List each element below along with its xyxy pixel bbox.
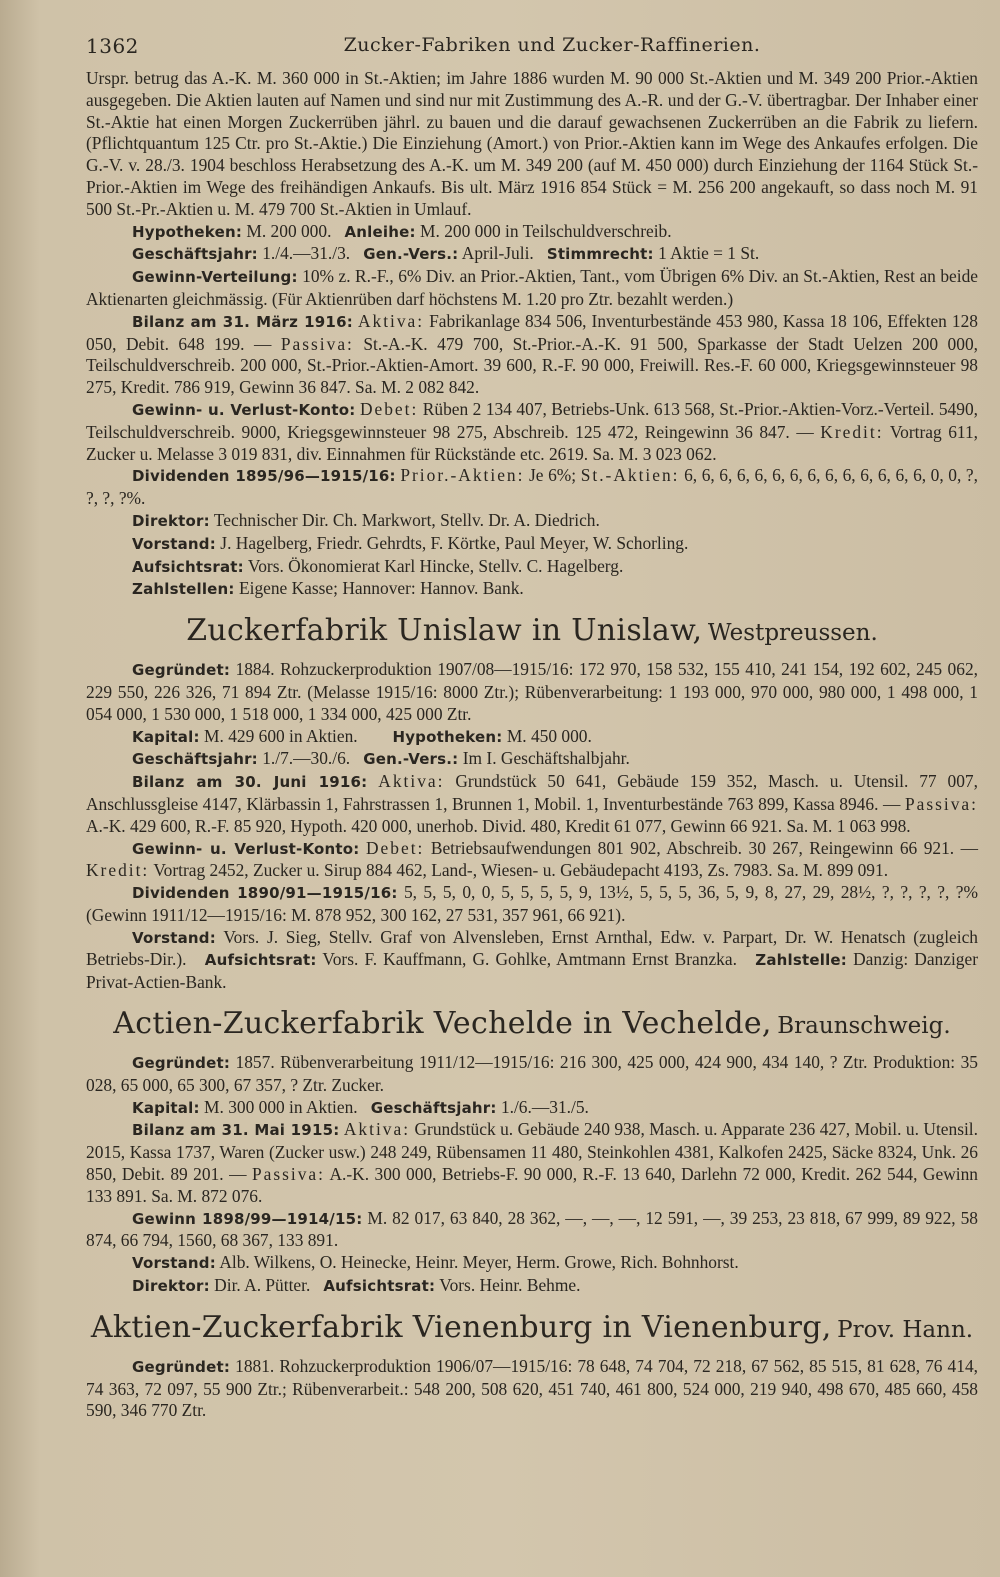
intro-gewinn-verteilung: Gewinn-Verteilung: 10% z. R.-F., 6% Div. an Prior.-Aktien, Tant., vom Übrigen 6% Div. an St.-Aktien, Rest an beide Aktienarten gleichmässig. (Für Aktienrüben darf höchstens M. 1.20 pro Ztr. bezahlt werden.)	[86, 266, 978, 309]
unislaw-vorstand: Vorstand: Vors. J. Sieg, Stellv. Graf von Alvensleben, Ernst Arnthal, Edw. v. Parpart, Dr. W. Henatsch (zugleich Betriebs-Dir.). Aufsichtsrat: Vors. F. Kauffmann, G. Gohlke, Amtmann Ernst Branzka. Zahlstelle: Danzig: Danziger Privat-Actien-Bank.	[86, 926, 978, 993]
label: Hypotheken:	[132, 222, 243, 241]
intro-gewinn-verlust: Gewinn- u. Verlust-Konto: Debet: Rüben 2 134 407, Betriebs-Unk. 613 568, St.-Prior.-Aktien-Vorz.-Verteil. 5490, Teilschuldverschreib. 9000, Kriegsgewinnsteuer 98 275, Abschreib. 125 472, Reingewinn 36 847. — Kredit: Vortrag 611, Zucker u. Melasse 3 019 831, div. Einnahmen für Rückstände etc. 2619. Sa. M. 3 023 062.	[86, 398, 978, 464]
intro-dividenden: Dividenden 1895/96—1915/16: Prior.-Aktien: Je 6%; St.-Aktien: 6, 6, 6, 6, 6, 6, 6, 6, 6, 6, 6, 6, 6, 6, 0, 0, ?, ?, ?, ?%.	[86, 465, 978, 509]
unislaw-bilanz: Bilanz am 30. Juni 1916: Aktiva: Grundstück 50 641, Gebäude 159 352, Masch. u. Utensil. 77 007, Anschlussgleise 4147, Klärbassin 1, Fahrstrassen 1, Brunnen 1, Mobil. 1, Inventurbestände 763 899, Kassa 8946. — Passiva: A.-K. 429 600, R.-F. 85 920, Hypoth. 420 000, unerhob. Divid. 480, Kredit 61 077, Gewinn 66 921. Sa. M. 1 063 998.	[86, 771, 978, 836]
entry-title-vechelde: Actien-Zuckerfabrik Vechelde in Vechelde, Braunschweig.	[113, 1006, 951, 1042]
vechelde-vorstand: Vorstand: Alb. Wilkens, O. Heinecke, Heinr. Meyer, Herm. Growe, Rich. Bohnhorst.	[132, 1252, 739, 1273]
unislaw-gegruendet: Gegründet: 1884. Rohzuckerproduktion 1907/08—1915/16: 172 970, 158 532, 155 410, 241 154, 192 602, 245 062, 229 550, 226 326, 71 894 Ztr. (Melasse 1915/16: 8000 Ztr.); Rübenverarbeitung: 1 193 000, 970 000, 980 000, 1 498 000, 1 054 000, 1 530 000, 1 518 000, 1 334 000, 425 000 Ztr.	[86, 659, 978, 724]
intro-direktor: Direktor: Technischer Dir. Ch. Markwort, Stellv. Dr. A. Diedrich.	[132, 509, 600, 530]
running-title: Zucker-Fabriken und Zucker-Raffinerien.	[343, 34, 761, 56]
intro-bilanz: Bilanz am 31. März 1916: Aktiva: Fabrikanlage 834 506, Inventurbestände 453 980, Kassa 18 106, Effekten 128 050, Debit. 648 199. — Passiva: St.-A.-K. 479 700, St.-Prior.-A.-K. 91 500, Sparkasse der Stadt Uelzen 200 000, Teilschuldverschreib. 200 000, St.-Prior.-Aktien-Amort. 39 600, R.-F. 90 000, Freiwill. Res.-F. 60 000, Kriegsgewinnsteuer 98 275, Kredit. 786 919, Gewinn 36 847. Sa. M. 2 082 842.	[86, 310, 978, 398]
entry-title-unislaw: Zuckerfabrik Unislaw in Unislaw, Westpreussen.	[186, 613, 878, 649]
unislaw-geschaeftsjahr: Geschäftsjahr: 1./7.—30./6. Gen.-Vers.: Im I. Geschäftshalbjahr.	[132, 748, 630, 769]
text-body	[86, 68, 978, 1422]
label: Anleihe:	[344, 222, 416, 241]
intro-vorstand: Vorstand: J. Hagelberg, Friedr. Gehrdts, F. Körtke, Paul Meyer, W. Schorling.	[132, 532, 689, 553]
intro-geschaeftsjahr: Geschäftsjahr: 1./4.—31./3. Gen.-Vers.: April-Juli. Stimmrecht: 1 Aktie = 1 St.	[132, 243, 760, 264]
vienenburg-gegruendet: Gegründet: 1881. Rohzuckerproduktion 1906/07—1915/16: 78 648, 74 704, 72 218, 67 562, 85 515, 81 628, 76 414, 74 363, 72 097, 55 900 Ztr.; Rübenverarbeit.: 548 200, 508 620, 451 740, 461 800, 524 000, 219 940, 498 670, 485 660, 458 590, 346 770 Ztr.	[86, 1355, 978, 1421]
intro-hypotheken: Hypotheken: M. 200 000. Anleihe: M. 200 000 in Teilschuldverschreib.	[132, 220, 672, 241]
vechelde-bilanz: Bilanz am 31. Mai 1915: Aktiva: Grundstück u. Gebäude 240 938, Masch. u. Apparate 236 427, Mobil. u. Utensil. 2015, Kassa 1737, Waren (Zucker usw.) 248 249, Rübensamen 11 480, Steinkohlen 4381, Kalkofen 2425, Säcke 8324, Unk. 26 850, Debit. 89 201. — Passiva: A.-K. 300 000, Betriebs-F. 90 000, R.-F. 13 640, Darlehn 72 000, Kredit. 262 544, Gewinn 133 891. Sa. M. 872 076.	[86, 1119, 978, 1206]
unislaw-kapital: Kapital: M. 429 600 in Aktien. Hypotheken: M. 450 000.	[132, 725, 592, 746]
vechelde-gegruendet: Gegründet: 1857. Rübenverarbeitung 1911/12—1915/16: 216 300, 425 000, 424 900, 434 140, ? Ztr. Produktion: 35 028, 65 000, 65 300, 67 357, ? Ztr. Zucker.	[86, 1052, 978, 1095]
intro-paragraph: Urspr. betrug das A.-K. M. 360 000 in St.-Aktien; im Jahre 1886 wurden M. 90 000 St.-Aktien und M. 349 200 Prior.-Aktien ausgegeben. Die Aktien lauten auf Namen und sind nur mit Zustimmung des A.-R. und der G.-V. übertragbar. Der Inhaber einer St.-Aktie hat einen Morgen Zuckerrüben jährl. zu bauen und die darauf gewachsenen Zuckerrüben an die Fabrik zu liefern. (Pflichtquantum 125 Ctr. pro St.-Aktie.) Die Einziehung (Amort.) von Prior.-Aktien kann im Wege des Ankaufes erfolgen. Die G.-V. v. 28./3. 1904 beschloss Herabsetzung des A.-K. um M. 349 200 (auf M. 450 000) durch Einziehung der 1164 Stück St.-Prior.-Aktien im Wege des freihändigen Ankaufs. Bis ult. März 1916 854 Stück = M. 256 200 angekauft, so dass noch M. 91 500 St.-Pr.-Aktien u. M. 479 700 St.-Aktien in Umlauf.	[86, 68, 978, 219]
page-header	[86, 28, 978, 68]
page-number: 1362	[86, 34, 139, 58]
unislaw-gewinn-verlust: Gewinn- u. Verlust-Konto: Debet: Betriebsaufwendungen 801 902, Abschreib. 30 267, Reingewinn 66 921. — Kredit: Vortrag 2452, Zucker u. Sirup 884 462, Land-, Wiesen- u. Gebäudepacht 4193, Zs. 7983. Sa. M. 899 091.	[86, 837, 979, 881]
intro-zahlstellen: Zahlstellen: Eigene Kasse; Hannover: Hannov. Bank.	[132, 578, 524, 599]
intro-aufsichtsrat: Aufsichtsrat: Vors. Ökonomierat Karl Hincke, Stellv. C. Hagelberg.	[132, 555, 624, 576]
unislaw-dividenden: Dividenden 1890/91—1915/16: 5, 5, 5, 0, 0, 5, 5, 5, 5, 9, 13½, 5, 5, 5, 36, 5, 9, 8, 27, 29, 28½, ?, ?, ?, ?, ?% (Gewinn 1911/12—1915/16: M. 878 952, 300 162, 27 531, 357 961, 66 921).	[86, 882, 978, 925]
vechelde-gewinn: Gewinn 1898/99—1914/15: M. 82 017, 63 840, 28 362, —, —, —, 12 591, —, 39 253, 23 818, 67 999, 89 922, 58 874, 66 794, 1560, 68 367, 133 891.	[86, 1207, 978, 1251]
vechelde-direktor: Direktor: Dir. A. Pütter. Aufsichtsrat: Vors. Heinr. Behme.	[132, 1275, 581, 1296]
entry-title-vienenburg: Aktien-Zuckerfabrik Vienenburg in Vienenburg, Prov. Hann.	[90, 1309, 974, 1345]
vechelde-kapital: Kapital: M. 300 000 in Aktien. Geschäftsjahr: 1./6.—31./5.	[132, 1096, 589, 1117]
